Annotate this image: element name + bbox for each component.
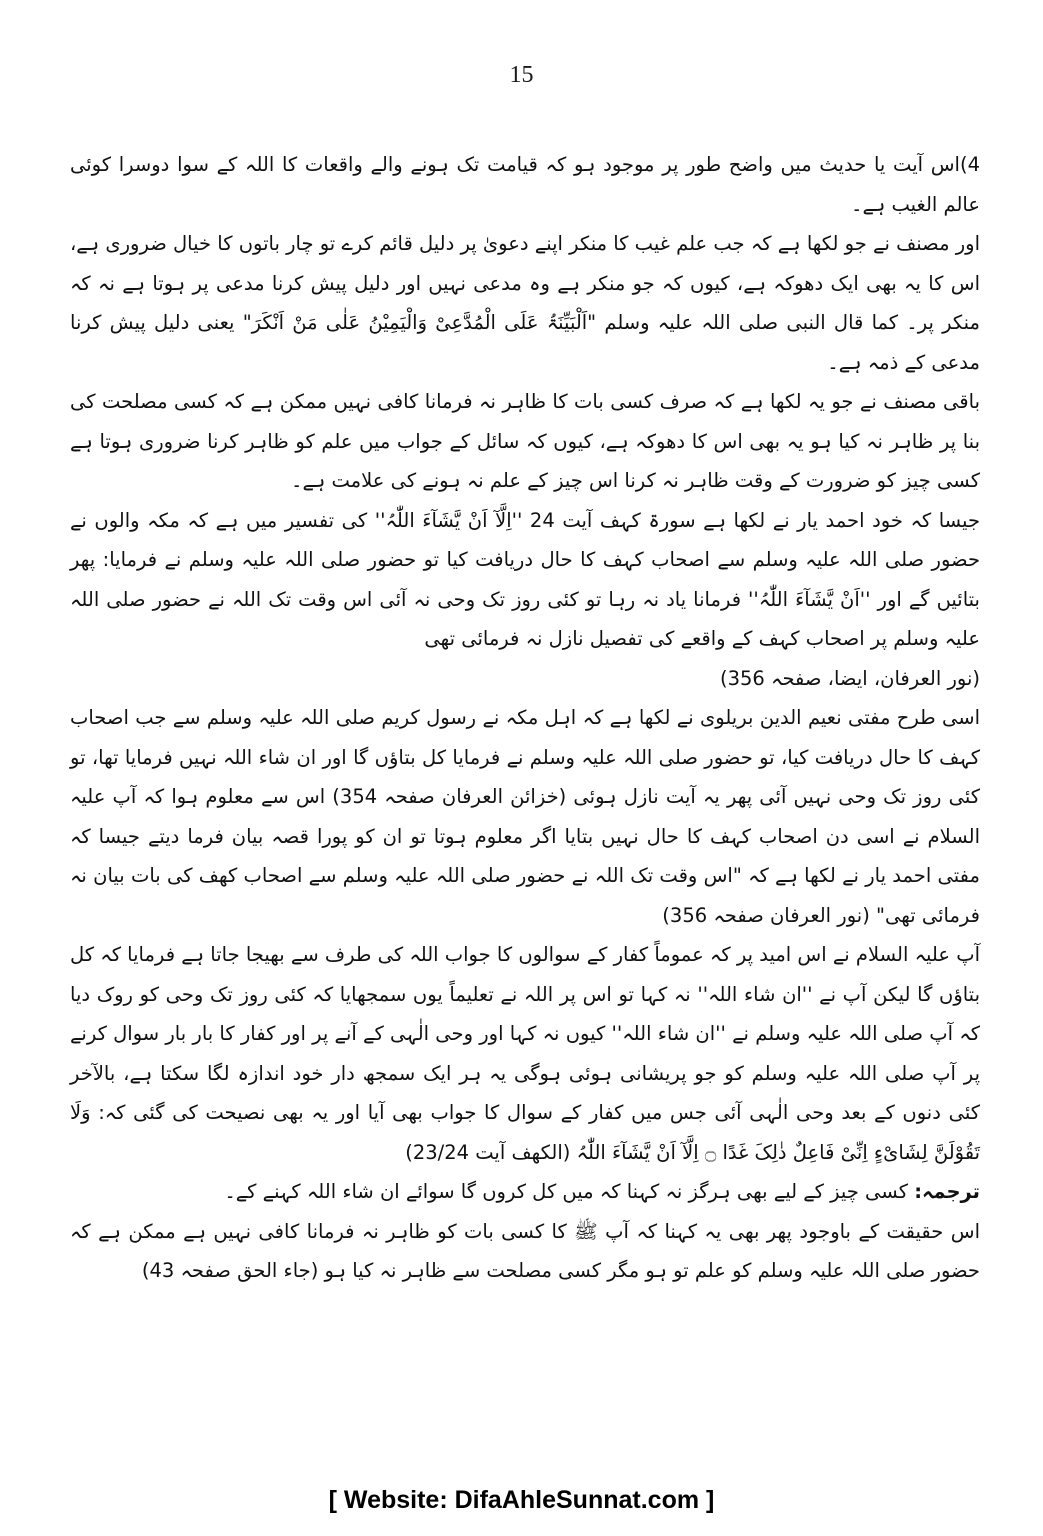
website-footer: [ Website: DifaAhleSunnat.com ] [328,1486,715,1514]
page-body [70,145,980,1291]
paragraph-conclusion: اس حقیقت کے باوجود پھر بھی یہ کہنا کہ آپ ﷺ کا کسی بات کو ظاہر نہ فرمانا کافی نہیں ہے ممکن ہے کہ حضور صلی اللہ علیہ وسلم کو علم تو ہو مگر کسی مصلحت سے ظاہر نہ کیا ہو (جاء الحق صفحہ 43) [70,1219,980,1282]
page-number: 15 [509,62,534,88]
paragraph-not-disclosing: باقی مصنف نے جو یہ لکھا ہے کہ صرف کسی بات کا ظاہر نہ فرمانا کافی نہیں ممکن ہے کہ کسی مصلحت کی بنا پر ظاہر نہ کیا ہو یہ بھی اس کا دھوکہ ہے، کیوں کہ سائل کے جواب میں علم کو ظاہر کرنا ضروری ہوتا ہے کسی چیز کو ضرورت کے وقت ظاہر نہ کرنا اس چیز کے علم نہ ہونے کی علامت ہے۔ [70,390,980,492]
paragraph-khazain-ul-irfan: اسی طرح مفتی نعیم الدین بریلوی نے لکھا ہے کہ اہل مکہ نے رسول کریم صلی اللہ علیہ وسلم سے جب اصحاب کہف کا حال دریافت کیا، تو حضور صلی اللہ علیہ وسلم نے فرمایا کل بتاؤں گا اور ان شاء اللہ نہیں فرمایا تھا، تو کئی روز تک وحی نہیں آئی پھر یہ آیت نازل ہوئی (خزائن العرفان صفحہ 354) اس سے معلوم ہوا کہ آپ علیہ السلام نے اسی دن اصحاب کہف کا حال نہیں بتایا اگر معلوم ہوتا تو ان کو پورا قصہ بیان فرما دیتے جیسا کہ مفتی احمد یار نے لکھا ہے کہ "اس وقت تک اللہ نے حضور صلی اللہ علیہ وسلم سے اصحاب کھف کی بات بیان نہ فرمائی تھی" (نور العرفان صفحہ 356) [70,706,980,927]
paragraph-condition-4: 4)اس آیت یا حدیث میں واضح طور پر موجود ہو کہ قیامت تک ہونے والے واقعات کا اللہ کے سوا دوسرا کوئی عالم الغیب ہے۔ [70,153,980,216]
translation-label: ترجمہ: [914,1180,980,1203]
paragraph-burden-of-proof: اور مصنف نے جو لکھا ہے کہ جب علم غیب کا منکر اپنے دعویٰ پر دلیل قائم کرے تو چار باتوں کا خیال ضروری ہے، اس کا یہ بھی ایک دھوکہ ہے، کیوں کہ جو منکر ہے وہ مدعی نہیں اور دلیل پیش کرنا مدعی پر ہوتا ہے نہ کہ منکر پر۔ کما قال النبی صلی اللہ علیہ وسلم "اَلْبَیِّنَۃُ عَلَی الْمُدَّعِیْ وَالْیَمِیْنُ عَلٰی مَنْ اَنْکَرَ" یعنی دلیل پیش کرنا مدعی کے ذمہ ہے۔ [70,232,980,374]
translation-text: کسی چیز کے لیے بھی ہرگز نہ کہنا کہ میں کل کروں گا سوائے ان شاء اللہ کہنے کے۔ [224,1180,908,1203]
translation-line [70,1172,980,1212]
reference-noor-ul-irfan: (نور العرفان، ایضا، صفحہ 356) [720,666,980,690]
paragraph-surah-kahf: جیسا کہ خود احمد یار نے لکھا ہے سورۃ کہف آیت 24 ''اِلَّآ اَنْ یَّشَآءَ اللّٰہُ'' کی تفسیر میں ہے کہ مکہ والوں نے حضور صلی اللہ علیہ وسلم سے اصحاب کہف کا حال دریافت کیا تو حضور صلی اللہ علیہ وسلم نے فرمایا: پھر بتائیں گے اور ''اَنْ یَّشَآءَ اللّٰہُ'' فرمانا یاد نہ رہا تو کئی روز تک وحی نہ آئی اس وقت تک اللہ نے حضور صلی اللہ علیہ وسلم پر اصحاب کہف کے واقعے کی تفصیل نازل نہ فرمائی تھی [70,508,980,650]
paragraph-insha-allah: آپ علیہ السلام نے اس امید پر کہ عموماً کفار کے سوالوں کا جواب اللہ کی طرف سے بھیجا جاتا ہے فرمایا کہ کل بتاؤں گا لیکن آپ نے ''ان شاء اللہ'' نہ کہا تو اس پر اللہ نے تعلیماً یوں سمجھایا کہ کئی روز تک وحی کو روک دیا کہ آپ صلی اللہ علیہ وسلم نے ''ان شاء اللہ'' کیوں نہ کہا اور وحی الٰہی کے آنے پر اور کفار کا بار بار سوال کرنے پر آپ صلی اللہ علیہ وسلم کو جو پریشانی ہوئی ہوگی یہ ہر ایک سمجھ دار خود اندازہ لگا سکتا ہے، بالآخر کئی دنوں کے بعد وحی الٰہی آئی جس میں کفار کے سوال کا جواب بھی آیا اور یہ بھی نصیحت کی گئی کہ: وَلَا تَقُوْلَنَّ لِشَایْءٍ اِنِّیْ فَاعِلٌ ذٰلِکَ غَدًا ۝ اِلَّآ اَنْ یَّشَآءَ اللّٰہُ (الکھف آیت 23/24) [70,943,980,1164]
